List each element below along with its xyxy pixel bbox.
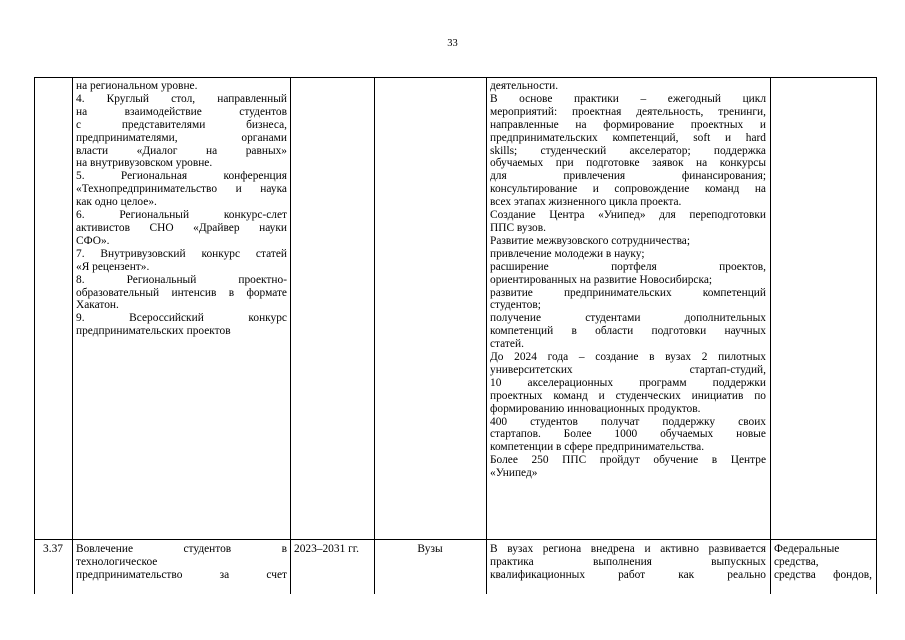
text-line: направленные на формирование проектных и <box>490 118 766 131</box>
text-line: «Я рецензент». <box>76 260 150 273</box>
text-line: Более 250 ППС пройдут обучение в Центре <box>490 454 766 467</box>
text-line: Создание Центра «Унипед» для переподготовки <box>490 209 766 222</box>
measure-results <box>490 543 766 582</box>
text-line: 9. Всероссийский конкурс <box>76 312 287 325</box>
text-line: на взаимодействие студентов <box>76 105 287 118</box>
text-line: 6. Региональный конкурс-слет <box>76 209 287 222</box>
text-line: стартапов. Более 1000 обучаемых новые <box>490 428 766 441</box>
implementation-period: 2023–2031 гг. <box>294 543 360 555</box>
text-line: статей. <box>490 338 524 351</box>
text-line: 7. Внутривузовский конкурс статей <box>76 247 287 260</box>
text-line: skills; студенческий акселератор; поддержка <box>490 144 766 157</box>
text-line: с представителями бизнеса, <box>76 118 287 131</box>
text-line: ориентированных на развитие Новосибирска; <box>490 273 713 286</box>
column-divider <box>374 77 375 594</box>
table-border-left <box>34 77 35 594</box>
text-line: предпринимательских компетенций, soft и hard <box>490 131 766 144</box>
text-line: 5. Региональная конференция <box>76 170 287 183</box>
page-number: 33 <box>447 38 458 49</box>
text-line: на внутривузовском уровне. <box>76 157 213 170</box>
table-border-right <box>876 77 877 594</box>
measure-title <box>76 543 287 582</box>
text-line: СФО». <box>76 234 110 247</box>
text-line: технологическое <box>76 555 158 568</box>
executor: Вузы <box>417 543 443 555</box>
events-list <box>76 80 287 338</box>
text-line: предпринимателями, органами <box>76 131 287 144</box>
text-line: власти «Диалог на равных» <box>76 144 287 157</box>
text-line: До 2024 года – создание в вузах 2 пилотных <box>490 351 766 364</box>
row-number: 3.37 <box>43 543 63 555</box>
text-line: предпринимательство за счет <box>76 568 287 581</box>
funding-sources <box>774 543 872 582</box>
text-line: 10 акселерационных программ поддержки <box>490 376 766 389</box>
text-line: ППС вузов. <box>490 221 546 234</box>
text-line: В вузах региона внедрена и активно развивается <box>490 543 766 555</box>
expected-results <box>490 80 766 480</box>
program-table <box>34 77 877 594</box>
text-line: Вовлечение студентов в <box>76 543 287 555</box>
text-line: образовательный интенсив в формате <box>76 286 287 299</box>
text-line: «Технопредпринимательство и наука <box>76 183 287 196</box>
text-line: обучаемых при подготовке заявок на конкурсы <box>490 157 766 170</box>
text-line: В основе практики – ежегодный цикл <box>490 92 766 105</box>
text-line: развитие предпринимательских компетенций <box>490 286 766 299</box>
text-line: проектных команд и студенческих инициатив по <box>490 389 766 402</box>
text-line: формированию инновационных продуктов. <box>490 402 701 415</box>
text-line: Федеральные <box>774 543 840 555</box>
text-line: как одно целое». <box>76 196 157 209</box>
text-line: студентов; <box>490 299 541 312</box>
text-line: 4. Круглый стол, направленный <box>76 92 287 105</box>
text-line: всех этапах жизненного цикла проекта. <box>490 196 682 209</box>
text-line: предпринимательских проектов <box>76 325 231 338</box>
column-divider <box>72 77 73 594</box>
text-line: мероприятий: проектная деятельность, тренинги, <box>490 105 766 118</box>
text-line: расширение портфеля проектов, <box>490 260 766 273</box>
text-line: Развитие межвузовского сотрудничества; <box>490 234 691 247</box>
text-line: квалификационных работ как реально <box>490 568 766 581</box>
text-line: «Унипед» <box>490 467 538 480</box>
text-line: средства фондов, <box>774 568 872 581</box>
text-line: практика выполнения выпускных <box>490 555 766 568</box>
text-line: получение студентами дополнительных <box>490 312 766 325</box>
text-line: средства, <box>774 555 819 568</box>
column-divider <box>290 77 291 594</box>
text-line: компетенций в области подготовки научных <box>490 325 766 338</box>
text-line: университетских стартап-студий, <box>490 363 766 376</box>
text-line: компетенции в сфере предпринимательства. <box>490 441 705 454</box>
text-line: деятельности. <box>490 80 559 92</box>
text-line: Хакатон. <box>76 299 119 312</box>
text-line: на региональном уровне. <box>76 80 198 92</box>
text-line: привлечение молодежи в науку; <box>490 247 645 260</box>
text-line: консультирование и сопровождение команд на <box>490 183 766 196</box>
column-divider <box>770 77 771 594</box>
text-line: активистов СНО «Драйвер науки <box>76 221 287 234</box>
text-line: 8. Региональный проектно- <box>76 273 287 286</box>
row-divider <box>34 539 877 540</box>
column-divider <box>486 77 487 594</box>
table-border-top <box>34 77 877 78</box>
text-line: для привлечения финансирования; <box>490 170 766 183</box>
text-line: 400 студентов получат поддержку своих <box>490 415 766 428</box>
